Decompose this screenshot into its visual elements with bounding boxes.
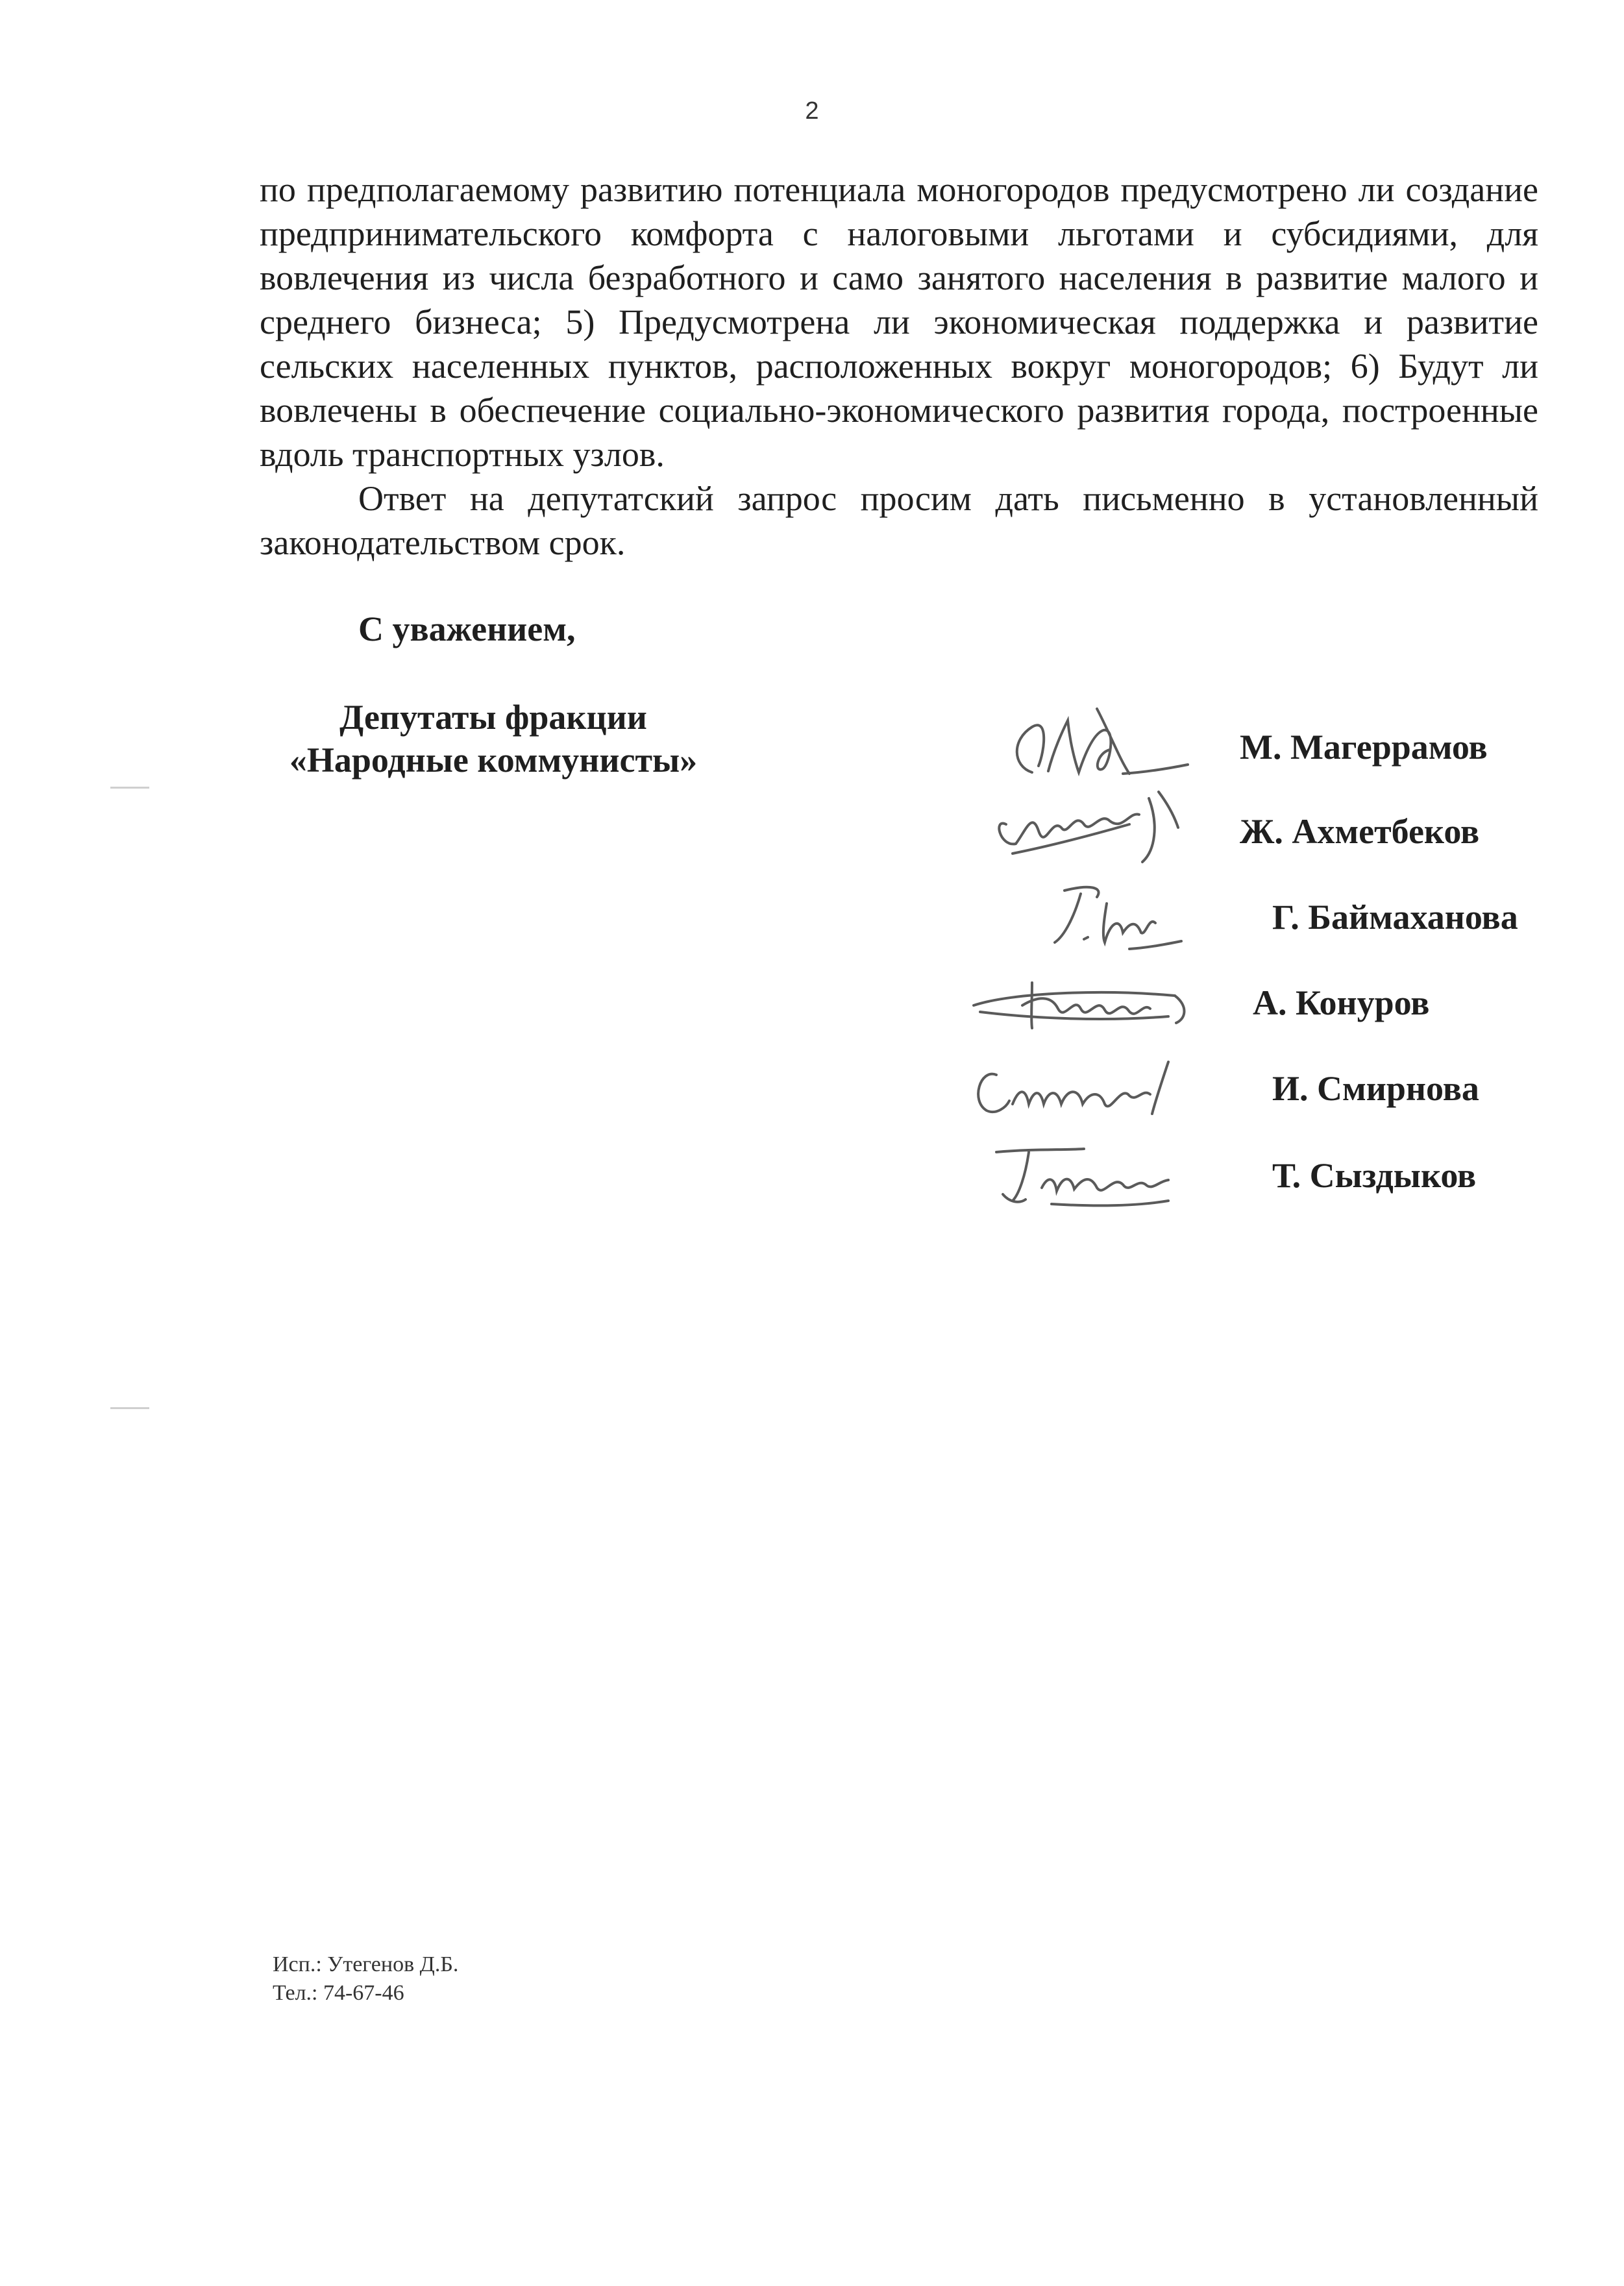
signatory-name: А. Конуров — [1253, 983, 1430, 1022]
signatory-row — [935, 701, 1584, 787]
signatory-row — [935, 871, 1584, 957]
faction-line-2: «Народные коммунисты» — [289, 741, 698, 780]
signatory-name: И. Смирнова — [1272, 1069, 1479, 1108]
signatory-row — [935, 785, 1584, 871]
signatory-name: Т. Сыздыков — [1272, 1156, 1477, 1195]
scan-margin-mark — [110, 787, 149, 789]
body-paragraph-2: Ответ на депутатский запрос просим дать письменно в установленный законодательством срок. — [260, 479, 1538, 562]
body-paragraph-1: по предполагаемому развитию потенциала моногородов предусмотрено ли создание предпринимательского комфорта с налоговыми льготами и субсидиями, для вовлечения из числа безработного и само занятого населения в развитие малого и среднего бизнеса; 5) Предусмотрена ли экономическая поддержка и развитие сельских населенных пунктов, расположенных вокруг моногородов; 6) Будут ли вовлечены в обеспечение социально-экономического развития города, построенные вдоль транспортных узлов. — [260, 170, 1538, 474]
signatory-name: М. Магеррамов — [1240, 728, 1488, 767]
scan-margin-mark — [110, 1407, 149, 1409]
handwritten-signature — [935, 1129, 1246, 1215]
signatory-row — [935, 957, 1584, 1042]
letter-body — [260, 167, 1538, 565]
faction-block — [260, 696, 727, 781]
executor-info — [273, 1950, 458, 2008]
faction-line-1: Депутаты фракции — [339, 698, 647, 737]
executor-phone: Тел.: 74-67-46 — [273, 1981, 404, 2005]
handwritten-signature — [935, 785, 1246, 871]
page-number: 2 — [805, 97, 819, 125]
signatory-row — [935, 1042, 1584, 1128]
handwritten-signature — [935, 1042, 1246, 1128]
signatory-name: Г. Баймаханова — [1272, 898, 1518, 937]
handwritten-signature — [935, 701, 1246, 787]
signature-block — [935, 701, 1584, 1285]
executor-name: Исп.: Утегенов Д.Б. — [273, 1952, 459, 1976]
handwritten-signature — [935, 957, 1246, 1042]
closing-salutation: С уважением, — [358, 609, 576, 648]
signatory-name: Ж. Ахметбеков — [1240, 812, 1480, 851]
signatory-row — [935, 1129, 1584, 1215]
handwritten-signature — [935, 871, 1246, 957]
